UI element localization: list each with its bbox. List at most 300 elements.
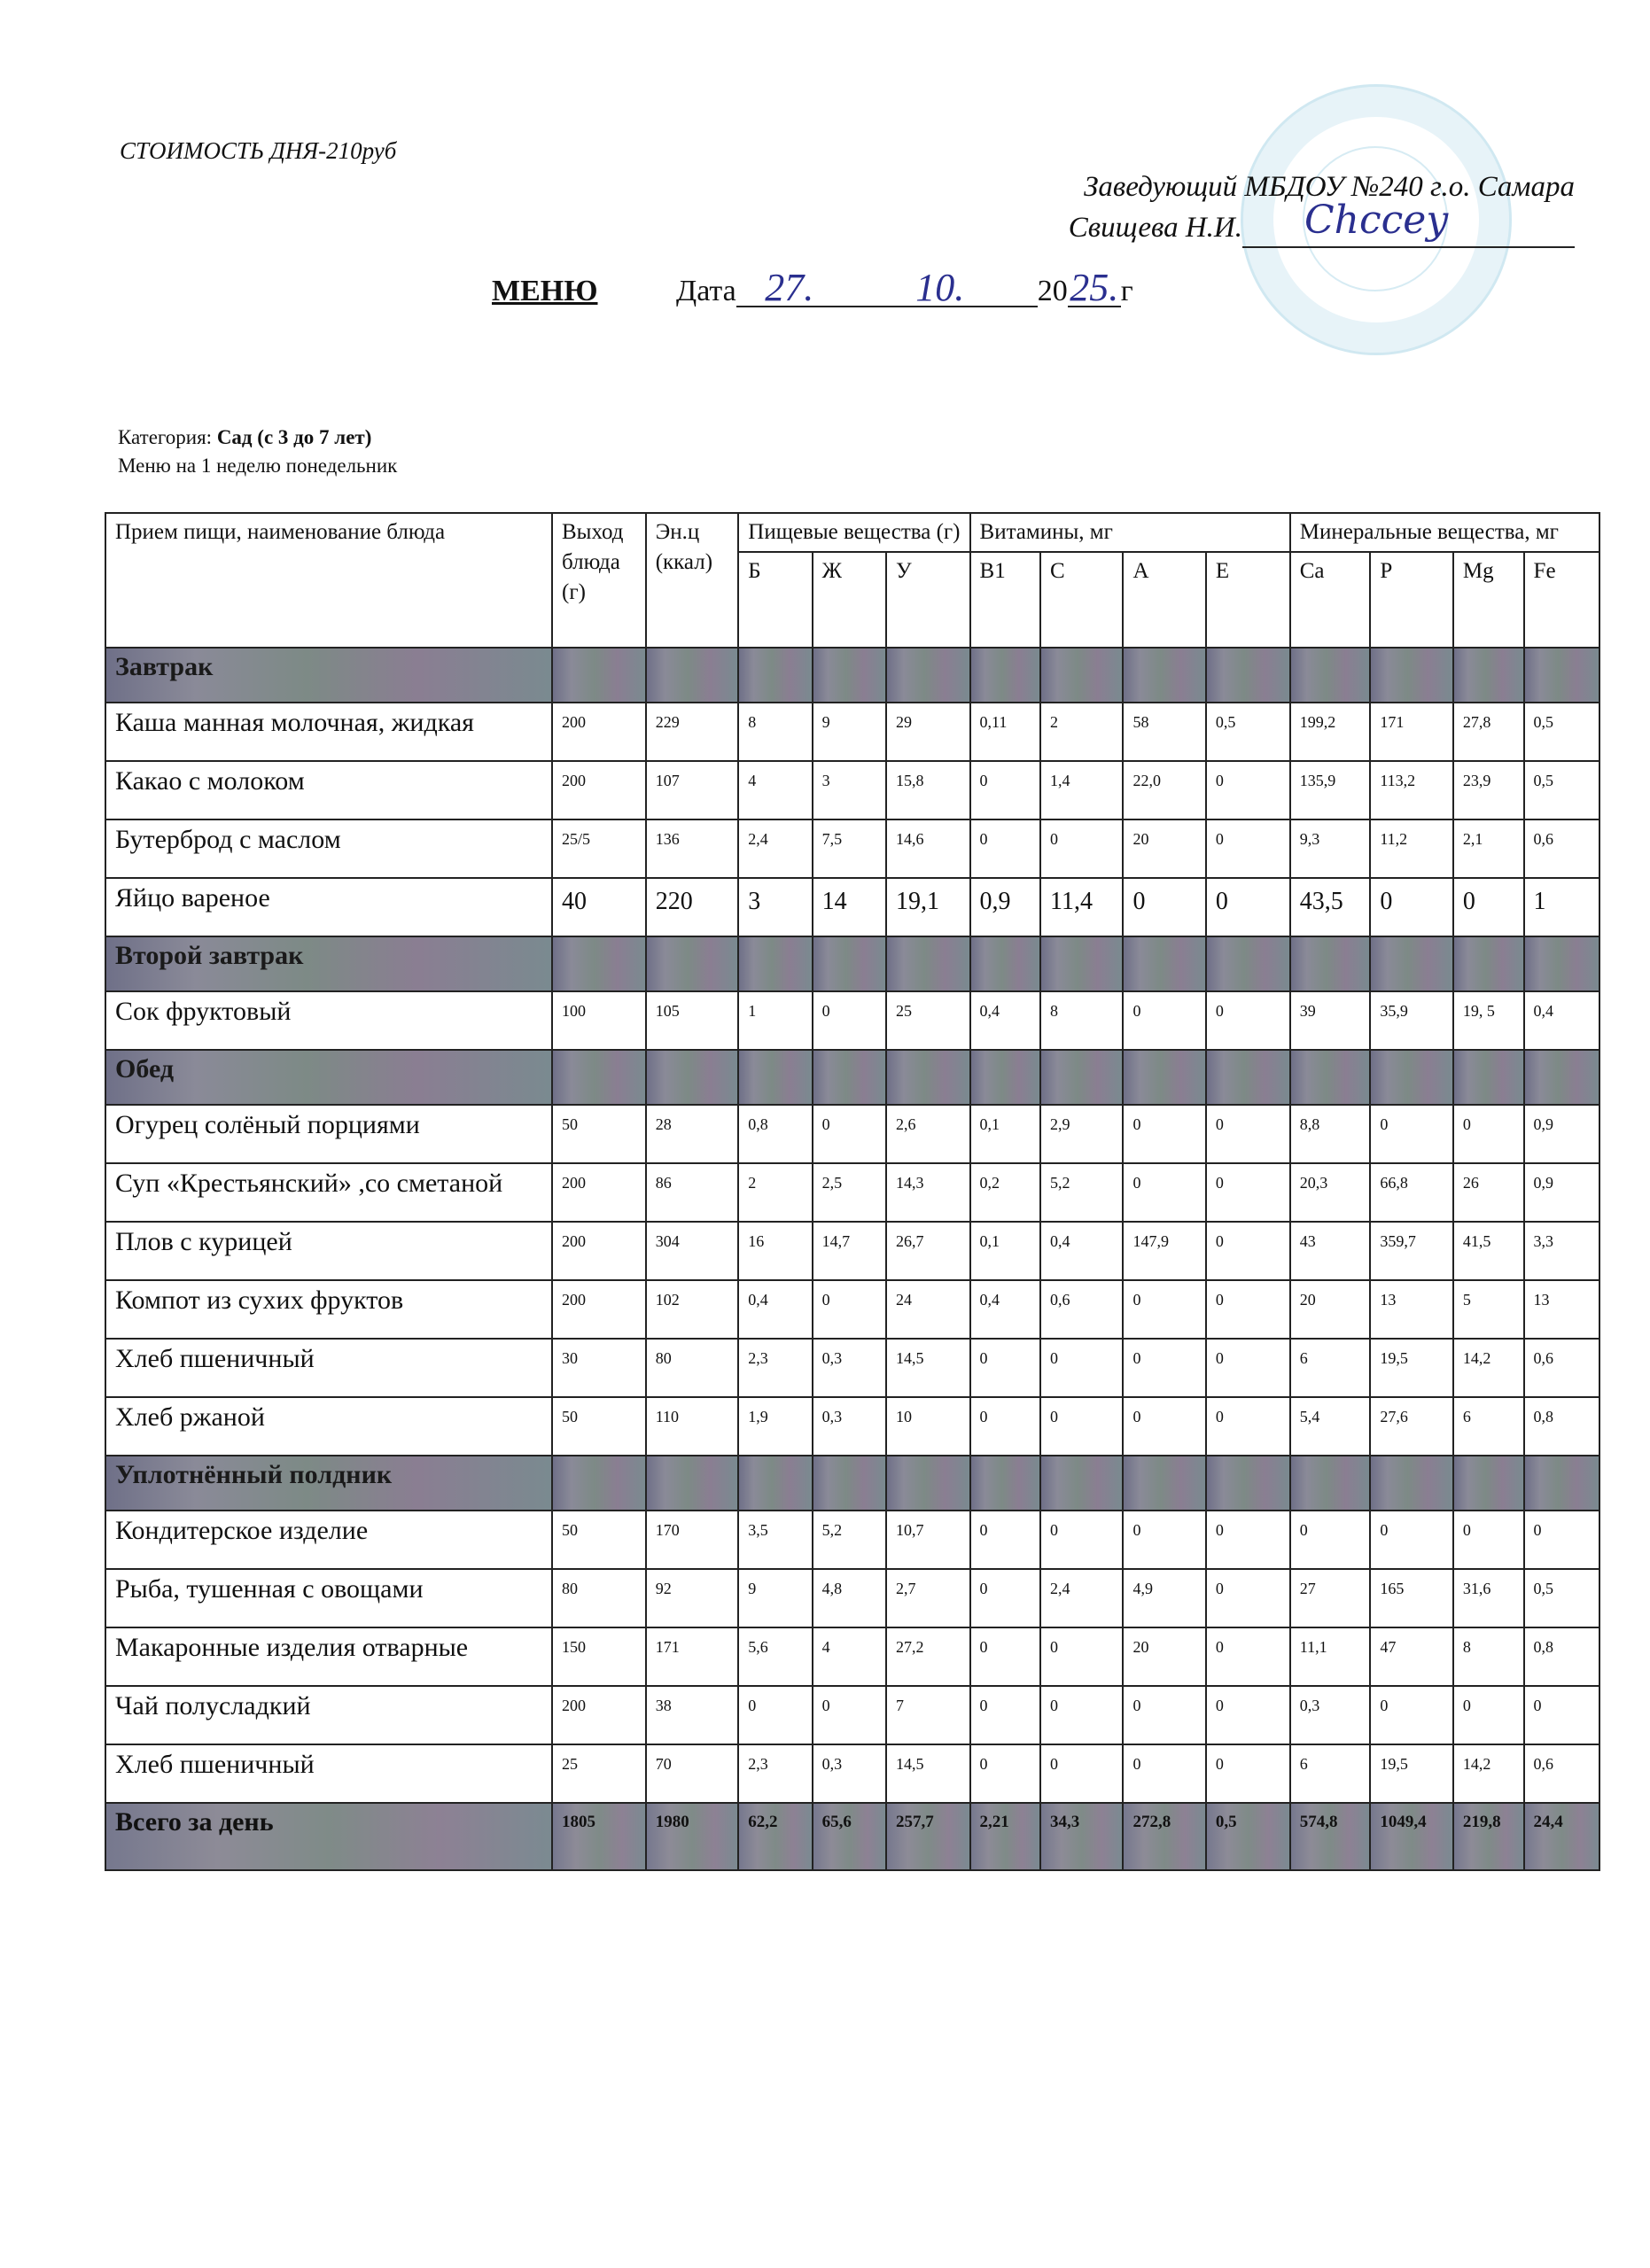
- value-cell: 200: [552, 1163, 646, 1222]
- value-cell: 0: [1040, 1397, 1123, 1456]
- value-cell: 171: [1370, 703, 1453, 761]
- value-cell: 43: [1290, 1222, 1371, 1280]
- value-cell: 2,3: [738, 1339, 812, 1397]
- header-e: Е: [1206, 552, 1290, 648]
- value-cell: 0: [1123, 1686, 1205, 1744]
- menu-table-body: [105, 648, 1599, 1870]
- header-c: С: [1040, 552, 1123, 648]
- section-cell: [646, 936, 739, 991]
- value-cell: 0: [1040, 819, 1123, 878]
- value-cell: 0: [1524, 1686, 1599, 1744]
- value-cell: 0: [1123, 991, 1205, 1050]
- value-cell: 5,2: [1040, 1163, 1123, 1222]
- value-cell: 1,9: [738, 1397, 812, 1456]
- value-cell: 220: [646, 878, 739, 936]
- year-suffix: 25.: [1068, 270, 1121, 307]
- section-cell: [1123, 1050, 1205, 1105]
- date-month: 10.: [843, 270, 1038, 307]
- value-cell: 0: [1206, 1627, 1290, 1686]
- section-cell: [1370, 936, 1453, 991]
- section-cell: [1453, 1456, 1524, 1511]
- total-cell: 2,21: [970, 1803, 1041, 1870]
- header-ca: Са: [1290, 552, 1371, 648]
- value-cell: 25: [886, 991, 969, 1050]
- value-cell: 0,5: [1524, 1569, 1599, 1627]
- section-cell: [886, 1456, 969, 1511]
- value-cell: 27,6: [1370, 1397, 1453, 1456]
- date-day: 27.: [736, 270, 843, 307]
- table-row: [105, 703, 1599, 761]
- header-fe: Fe: [1524, 552, 1599, 648]
- value-cell: 150: [552, 1627, 646, 1686]
- table-row: [105, 1222, 1599, 1280]
- dish-name: Чай полусладкий: [105, 1686, 552, 1744]
- value-cell: 0: [1206, 1744, 1290, 1803]
- value-cell: 0,3: [813, 1397, 886, 1456]
- total-cell: 62,2: [738, 1803, 812, 1870]
- category-label: Категория:: [118, 426, 213, 448]
- value-cell: 0: [1040, 1511, 1123, 1569]
- section-cell: [886, 648, 969, 703]
- value-cell: 1,4: [1040, 761, 1123, 819]
- section-cell: [646, 1456, 739, 1511]
- value-cell: 0: [813, 991, 886, 1050]
- section-cell: [552, 648, 646, 703]
- table-row: [105, 1339, 1599, 1397]
- value-cell: 14,5: [886, 1339, 969, 1397]
- section-cell: [1370, 648, 1453, 703]
- value-cell: 0: [1206, 991, 1290, 1050]
- value-cell: 6: [1453, 1397, 1524, 1456]
- value-cell: 8: [738, 703, 812, 761]
- value-cell: 0: [970, 1686, 1041, 1744]
- header-mg: Mg: [1453, 552, 1524, 648]
- value-cell: 165: [1370, 1569, 1453, 1627]
- section-cell: [1040, 936, 1123, 991]
- value-cell: 40: [552, 878, 646, 936]
- value-cell: 0: [1123, 1397, 1205, 1456]
- value-cell: 1: [1524, 878, 1599, 936]
- category-block: [118, 423, 397, 480]
- value-cell: 27,2: [886, 1627, 969, 1686]
- header-nutrients: Пищевые вещества (г): [738, 513, 969, 552]
- dish-name: Огурец солёный порциями: [105, 1105, 552, 1163]
- value-cell: 6: [1290, 1339, 1371, 1397]
- header-vitamins: Витамины, мг: [970, 513, 1290, 552]
- value-cell: 9,3: [1290, 819, 1371, 878]
- value-cell: 86: [646, 1163, 739, 1222]
- value-cell: 11,4: [1040, 878, 1123, 936]
- section-cell: [738, 936, 812, 991]
- value-cell: 0: [1206, 1511, 1290, 1569]
- value-cell: 5,2: [813, 1511, 886, 1569]
- value-cell: 2,1: [1453, 819, 1524, 878]
- value-cell: 8: [1453, 1627, 1524, 1686]
- value-cell: 7,5: [813, 819, 886, 878]
- value-cell: 27: [1290, 1569, 1371, 1627]
- table-row: [105, 761, 1599, 819]
- section-cell: [1206, 648, 1290, 703]
- section-title: Завтрак: [105, 648, 552, 703]
- table-row: [105, 1511, 1599, 1569]
- value-cell: 39: [1290, 991, 1371, 1050]
- total-cell: 34,3: [1040, 1803, 1123, 1870]
- table-row: [105, 1105, 1599, 1163]
- value-cell: 0,4: [1040, 1222, 1123, 1280]
- value-cell: 359,7: [1370, 1222, 1453, 1280]
- value-cell: 4: [813, 1627, 886, 1686]
- section-row: [105, 1050, 1599, 1105]
- value-cell: 0,6: [1524, 819, 1599, 878]
- value-cell: 170: [646, 1511, 739, 1569]
- header-carbs: У: [886, 552, 969, 648]
- value-cell: 14,3: [886, 1163, 969, 1222]
- value-cell: 0,9: [1524, 1105, 1599, 1163]
- table-row: [105, 991, 1599, 1050]
- value-cell: 0: [1453, 1511, 1524, 1569]
- total-cell: 65,6: [813, 1803, 886, 1870]
- value-cell: 43,5: [1290, 878, 1371, 936]
- dish-name: Хлеб пшеничный: [105, 1339, 552, 1397]
- value-cell: 0: [970, 1627, 1041, 1686]
- value-cell: 0: [1123, 1339, 1205, 1397]
- value-cell: 0: [1206, 1222, 1290, 1280]
- value-cell: 0: [1206, 878, 1290, 936]
- approver-name: Свищева Н.И.: [1068, 212, 1242, 244]
- value-cell: 0: [1123, 1744, 1205, 1803]
- day-cost: СТОИМОСТЬ ДНЯ-210руб: [120, 137, 397, 164]
- value-cell: 147,9: [1123, 1222, 1205, 1280]
- dish-name: Сок фруктовый: [105, 991, 552, 1050]
- section-row: [105, 1456, 1599, 1511]
- menu-title: МЕНЮ: [492, 275, 598, 307]
- section-cell: [1206, 1050, 1290, 1105]
- value-cell: 80: [552, 1569, 646, 1627]
- total-cell: 257,7: [886, 1803, 969, 1870]
- header-b1: В1: [970, 552, 1041, 648]
- value-cell: 0: [1206, 1397, 1290, 1456]
- header-yield: Выход блюда (г): [552, 513, 646, 648]
- value-cell: 0: [1206, 1105, 1290, 1163]
- menu-title-row: [492, 266, 1133, 309]
- section-cell: [970, 648, 1041, 703]
- value-cell: 27,8: [1453, 703, 1524, 761]
- value-cell: 0,1: [970, 1222, 1041, 1280]
- total-cell: 574,8: [1290, 1803, 1371, 1870]
- value-cell: 0: [1206, 819, 1290, 878]
- value-cell: 0: [1123, 878, 1205, 936]
- value-cell: 199,2: [1290, 703, 1371, 761]
- approver-title: Заведующий МБДОУ №240 г.о. Самара: [1084, 171, 1575, 203]
- value-cell: 7: [886, 1686, 969, 1744]
- value-cell: 304: [646, 1222, 739, 1280]
- value-cell: 200: [552, 703, 646, 761]
- section-cell: [646, 1050, 739, 1105]
- value-cell: 0: [1206, 761, 1290, 819]
- section-cell: [1290, 1456, 1371, 1511]
- total-cell: 1805: [552, 1803, 646, 1870]
- value-cell: 0: [813, 1105, 886, 1163]
- value-cell: 0,9: [1524, 1163, 1599, 1222]
- section-cell: [1040, 1456, 1123, 1511]
- section-cell: [738, 648, 812, 703]
- total-cell: 1049,4: [1370, 1803, 1453, 1870]
- section-cell: [886, 936, 969, 991]
- value-cell: 66,8: [1370, 1163, 1453, 1222]
- header-dish: Прием пищи, наименование блюда: [105, 513, 552, 648]
- value-cell: 100: [552, 991, 646, 1050]
- value-cell: 2,4: [738, 819, 812, 878]
- year-unit: г: [1120, 275, 1133, 307]
- value-cell: 0,8: [738, 1105, 812, 1163]
- approval-block: [1069, 167, 1575, 248]
- value-cell: 0: [1040, 1686, 1123, 1744]
- value-cell: 13: [1370, 1280, 1453, 1339]
- value-cell: 14,7: [813, 1222, 886, 1280]
- value-cell: 15,8: [886, 761, 969, 819]
- section-cell: [1123, 1456, 1205, 1511]
- table-row: [105, 1744, 1599, 1803]
- value-cell: 0: [813, 1280, 886, 1339]
- value-cell: 14,2: [1453, 1744, 1524, 1803]
- header-protein: Б: [738, 552, 812, 648]
- section-cell: [1123, 648, 1205, 703]
- value-cell: 0: [1123, 1105, 1205, 1163]
- approver-signature-row: [1068, 198, 1575, 248]
- value-cell: 0,3: [1290, 1686, 1371, 1744]
- value-cell: 23,9: [1453, 761, 1524, 819]
- value-cell: 26: [1453, 1163, 1524, 1222]
- value-cell: 136: [646, 819, 739, 878]
- section-cell: [970, 1050, 1041, 1105]
- value-cell: 0,1: [970, 1105, 1041, 1163]
- dish-name: Плов с курицей: [105, 1222, 552, 1280]
- value-cell: 0: [1206, 1163, 1290, 1222]
- value-cell: 22,0: [1123, 761, 1205, 819]
- value-cell: 10: [886, 1397, 969, 1456]
- value-cell: 135,9: [1290, 761, 1371, 819]
- value-cell: 0: [970, 1744, 1041, 1803]
- value-cell: 11,1: [1290, 1627, 1371, 1686]
- value-cell: 4: [738, 761, 812, 819]
- dish-name: Макаронные изделия отварные: [105, 1627, 552, 1686]
- value-cell: 2,3: [738, 1744, 812, 1803]
- section-cell: [1453, 1050, 1524, 1105]
- section-cell: [1524, 648, 1599, 703]
- section-cell: [886, 1050, 969, 1105]
- week-line: Меню на 1 неделю понедельник: [118, 454, 398, 477]
- table-row: [105, 1280, 1599, 1339]
- value-cell: 13: [1524, 1280, 1599, 1339]
- value-cell: 19, 5: [1453, 991, 1524, 1050]
- section-row: [105, 648, 1599, 703]
- value-cell: 5: [1453, 1280, 1524, 1339]
- table-row: [105, 1627, 1599, 1686]
- total-cell: 0,5: [1206, 1803, 1290, 1870]
- section-cell: [813, 648, 886, 703]
- value-cell: 2: [738, 1163, 812, 1222]
- value-cell: 0,3: [813, 1744, 886, 1803]
- value-cell: 0: [1524, 1511, 1599, 1569]
- value-cell: 5,4: [1290, 1397, 1371, 1456]
- value-cell: 8: [1040, 991, 1123, 1050]
- value-cell: 35,9: [1370, 991, 1453, 1050]
- value-cell: 5,6: [738, 1627, 812, 1686]
- value-cell: 0: [970, 1397, 1041, 1456]
- total-cell: 272,8: [1123, 1803, 1205, 1870]
- value-cell: 0,8: [1524, 1627, 1599, 1686]
- value-cell: 0,6: [1040, 1280, 1123, 1339]
- value-cell: 26,7: [886, 1222, 969, 1280]
- value-cell: 0,4: [738, 1280, 812, 1339]
- dish-name: Каша манная молочная, жидкая: [105, 703, 552, 761]
- value-cell: 0: [970, 761, 1041, 819]
- section-cell: [1290, 648, 1371, 703]
- section-cell: [1290, 936, 1371, 991]
- table-row: [105, 1163, 1599, 1222]
- value-cell: 200: [552, 1686, 646, 1744]
- value-cell: 14,6: [886, 819, 969, 878]
- value-cell: 24: [886, 1280, 969, 1339]
- section-cell: [1453, 648, 1524, 703]
- value-cell: 0: [1453, 1686, 1524, 1744]
- value-cell: 0: [970, 1339, 1041, 1397]
- value-cell: 0: [970, 1511, 1041, 1569]
- category-line: [118, 423, 397, 452]
- menu-table: [105, 512, 1600, 1871]
- header-p: Р: [1370, 552, 1453, 648]
- value-cell: 3,5: [738, 1511, 812, 1569]
- section-cell: [813, 1050, 886, 1105]
- value-cell: 0,5: [1206, 703, 1290, 761]
- value-cell: 6: [1290, 1744, 1371, 1803]
- value-cell: 38: [646, 1686, 739, 1744]
- value-cell: 0: [1453, 1105, 1524, 1163]
- value-cell: 0: [1206, 1280, 1290, 1339]
- value-cell: 0,9: [970, 878, 1041, 936]
- value-cell: 0: [1206, 1686, 1290, 1744]
- value-cell: 113,2: [1370, 761, 1453, 819]
- section-cell: [646, 648, 739, 703]
- value-cell: 3: [813, 761, 886, 819]
- value-cell: 102: [646, 1280, 739, 1339]
- value-cell: 58: [1123, 703, 1205, 761]
- value-cell: 4,9: [1123, 1569, 1205, 1627]
- total-cell: 1980: [646, 1803, 739, 1870]
- section-cell: [738, 1456, 812, 1511]
- value-cell: 29: [886, 703, 969, 761]
- dish-name: Какао с молоком: [105, 761, 552, 819]
- value-cell: 1: [738, 991, 812, 1050]
- value-cell: 0,4: [970, 1280, 1041, 1339]
- section-title: Уплотнённый полдник: [105, 1456, 552, 1511]
- value-cell: 229: [646, 703, 739, 761]
- table-row: [105, 878, 1599, 936]
- value-cell: 0: [1370, 1105, 1453, 1163]
- value-cell: 9: [813, 703, 886, 761]
- value-cell: 28: [646, 1105, 739, 1163]
- year-prefix: 20: [1037, 275, 1068, 307]
- dish-name: Яйцо вареное: [105, 878, 552, 936]
- value-cell: 4,8: [813, 1569, 886, 1627]
- value-cell: 0: [813, 1686, 886, 1744]
- value-cell: 20: [1123, 1627, 1205, 1686]
- section-cell: [1370, 1050, 1453, 1105]
- value-cell: 200: [552, 761, 646, 819]
- section-cell: [1290, 1050, 1371, 1105]
- value-cell: 0: [1040, 1744, 1123, 1803]
- value-cell: 110: [646, 1397, 739, 1456]
- section-cell: [970, 1456, 1041, 1511]
- value-cell: 19,5: [1370, 1339, 1453, 1397]
- value-cell: 41,5: [1453, 1222, 1524, 1280]
- value-cell: 0: [1206, 1339, 1290, 1397]
- signature-line: [1242, 198, 1575, 248]
- value-cell: 16: [738, 1222, 812, 1280]
- section-cell: [813, 1456, 886, 1511]
- value-cell: 0,11: [970, 703, 1041, 761]
- value-cell: 0,4: [1524, 991, 1599, 1050]
- value-cell: 0: [1370, 1511, 1453, 1569]
- section-title: Второй завтрак: [105, 936, 552, 991]
- value-cell: 20: [1123, 819, 1205, 878]
- value-cell: 105: [646, 991, 739, 1050]
- section-cell: [552, 1050, 646, 1105]
- dish-name: Хлеб пшеничный: [105, 1744, 552, 1803]
- dish-name: Хлеб ржаной: [105, 1397, 552, 1456]
- header-a: А: [1123, 552, 1205, 648]
- section-cell: [552, 936, 646, 991]
- value-cell: 10,7: [886, 1511, 969, 1569]
- table-row: [105, 1569, 1599, 1627]
- dish-name: Рыба, тушенная с овощами: [105, 1569, 552, 1627]
- value-cell: 14,2: [1453, 1339, 1524, 1397]
- value-cell: 70: [646, 1744, 739, 1803]
- signature: Chccey: [1304, 198, 1449, 243]
- value-cell: 2,7: [886, 1569, 969, 1627]
- table-row: [105, 1397, 1599, 1456]
- total-label: Всего за день: [105, 1803, 552, 1870]
- section-row: [105, 936, 1599, 991]
- section-title: Обед: [105, 1050, 552, 1105]
- dish-name: Компот из сухих фруктов: [105, 1280, 552, 1339]
- table-row: [105, 819, 1599, 878]
- value-cell: 0,5: [1524, 703, 1599, 761]
- value-cell: 31,6: [1453, 1569, 1524, 1627]
- value-cell: 30: [552, 1339, 646, 1397]
- header-minerals: Минеральные вещества, мг: [1290, 513, 1599, 552]
- section-cell: [738, 1050, 812, 1105]
- section-cell: [1040, 1050, 1123, 1105]
- value-cell: 0: [1370, 878, 1453, 936]
- total-cell: 219,8: [1453, 1803, 1524, 1870]
- value-cell: 0,5: [1524, 761, 1599, 819]
- value-cell: 0,8: [1524, 1397, 1599, 1456]
- value-cell: 0: [1123, 1280, 1205, 1339]
- value-cell: 20: [1290, 1280, 1371, 1339]
- table-row: [105, 1686, 1599, 1744]
- section-cell: [813, 936, 886, 991]
- value-cell: 47: [1370, 1627, 1453, 1686]
- value-cell: 50: [552, 1397, 646, 1456]
- value-cell: 200: [552, 1280, 646, 1339]
- value-cell: 0: [1123, 1511, 1205, 1569]
- value-cell: 2,6: [886, 1105, 969, 1163]
- value-cell: 0,3: [813, 1339, 886, 1397]
- value-cell: 19,1: [886, 878, 969, 936]
- section-cell: [1524, 1050, 1599, 1105]
- value-cell: 0: [1123, 1163, 1205, 1222]
